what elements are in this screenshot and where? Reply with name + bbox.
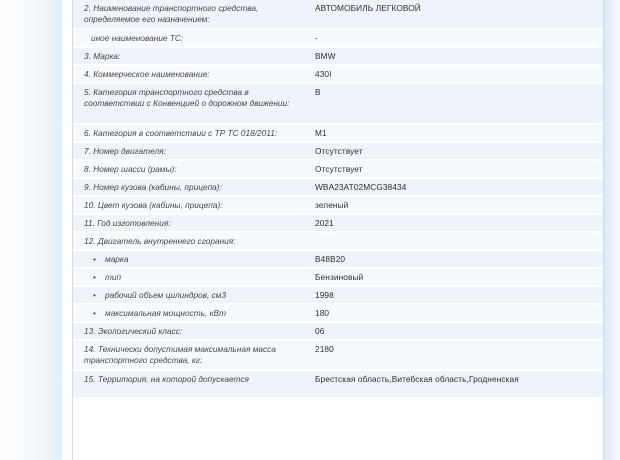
row-label: 15. Территория, на которой допускается bbox=[84, 374, 249, 384]
row-label: • рабочий объем цилиндров, см3 bbox=[73, 287, 313, 303]
row-value: АВТОМОБИЛЬ ЛЕГКОВОЙ bbox=[315, 3, 421, 13]
row-label: 7. Номер двигателя: bbox=[84, 146, 166, 156]
table-row-chassis-number bbox=[73, 161, 603, 179]
table-row-body-number bbox=[73, 179, 603, 197]
row-value: B48B20 bbox=[315, 254, 346, 264]
table-row-engine-make bbox=[73, 251, 603, 269]
table-row-permitted-territory bbox=[73, 371, 603, 399]
page-left-margin bbox=[0, 0, 62, 460]
row-label: 4. Коммерческое наименование: bbox=[84, 69, 210, 79]
page-right-margin bbox=[604, 0, 620, 460]
row-label: 9. Номер кузова (кабины, прицепа): bbox=[84, 182, 222, 192]
table-row-engine-displacement bbox=[73, 287, 603, 305]
row-value: 2021 bbox=[315, 218, 334, 228]
table-row-manufacture-year bbox=[73, 215, 603, 233]
row-value bbox=[313, 233, 603, 249]
row-value: 06 bbox=[315, 326, 325, 336]
table-row-engine-type bbox=[73, 269, 603, 287]
row-label: 3. Марка: bbox=[84, 51, 121, 61]
row-value: 180 bbox=[315, 308, 330, 318]
row-label: 10. Цвет кузова (кабины, прицепа): bbox=[84, 200, 223, 210]
row-label: 13. Экологический класс: bbox=[84, 326, 183, 336]
row-label: • тип bbox=[73, 269, 313, 285]
row-value: B bbox=[315, 87, 321, 97]
row-label: 14. Технически допустимая максимальная масса транспортного средства, кг: bbox=[84, 344, 276, 365]
table-row-make bbox=[73, 48, 603, 66]
row-label: 11. Год изготовления: bbox=[84, 218, 171, 228]
row-value: 1998 bbox=[315, 290, 334, 300]
row-label: 5. Категория транспортного средства в соответствии с Конвенцией о дорожном движении: bbox=[84, 87, 290, 108]
table-row-max-mass bbox=[73, 341, 603, 371]
row-label: 6. Категория в соответствии с ТР ТС 018/2011: bbox=[84, 128, 278, 138]
row-value: 430I bbox=[315, 69, 332, 79]
table-row-eco-class bbox=[73, 323, 603, 341]
row-value: Брестская область,Витебская область,Гродненская bbox=[315, 374, 519, 384]
row-label: 12. Двигатель внутреннего сгорания: bbox=[84, 236, 236, 246]
vehicle-data-table bbox=[73, 0, 603, 399]
row-label: иное наименование ТС: bbox=[91, 33, 184, 43]
table-row-convention-category bbox=[73, 84, 603, 125]
table-row-vehicle-name bbox=[73, 0, 603, 30]
table-row-engine-number bbox=[73, 143, 603, 161]
table-row-body-color bbox=[73, 197, 603, 215]
row-value: BMW bbox=[315, 51, 336, 61]
row-value: Бензиновый bbox=[315, 272, 364, 282]
row-label: • максимальная мощность, кВт bbox=[73, 305, 313, 321]
table-row-combustion-engine bbox=[73, 233, 603, 251]
row-label: 2. Наименование транспортного средства, определяемое его назначением: bbox=[84, 3, 259, 24]
row-label: 8. Номер шасси (рамы): bbox=[84, 164, 177, 174]
table-row-engine-power bbox=[73, 305, 603, 323]
row-value: - bbox=[315, 33, 318, 43]
vehicle-passport-sheet bbox=[72, 0, 604, 460]
row-value: M1 bbox=[315, 128, 327, 138]
row-value: зеленый bbox=[315, 200, 349, 210]
row-value: 2180 bbox=[315, 344, 334, 354]
row-value: Отсутствует bbox=[315, 146, 363, 156]
table-row-commercial-name bbox=[73, 66, 603, 84]
row-value: Отсутствует bbox=[315, 164, 363, 174]
table-row-tr-ts-category bbox=[73, 125, 603, 143]
row-value: WBA23AT02MCG38434 bbox=[315, 182, 407, 192]
row-label: • марка bbox=[73, 251, 313, 267]
table-row-other-name bbox=[73, 30, 603, 48]
